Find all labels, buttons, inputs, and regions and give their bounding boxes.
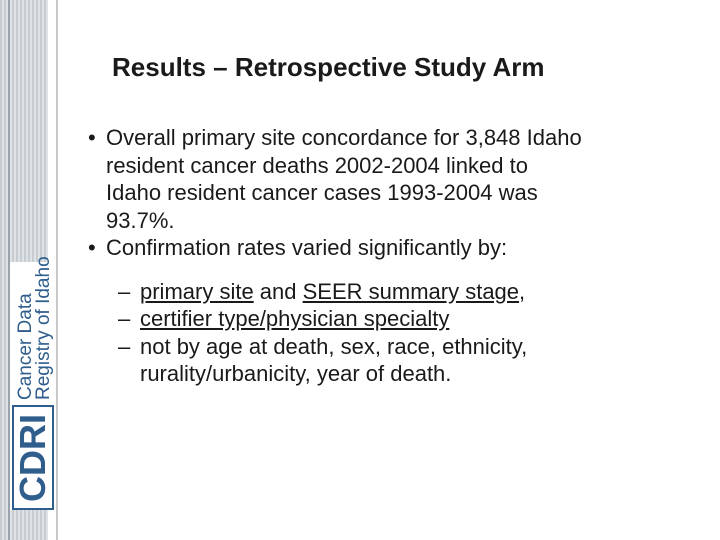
sub-bullet-text: SEER summary stage bbox=[302, 278, 520, 304]
logo-line-registry: Registry of Idaho bbox=[33, 256, 54, 400]
sub-bullet-text: primary site bbox=[140, 278, 254, 304]
bullet-2-line: • Confirmation rates varied significantly by: bbox=[106, 235, 508, 260]
sub-bullet bbox=[118, 305, 716, 333]
logo-acronym: CDRI bbox=[12, 413, 53, 502]
slide-title: Results – Retrospective Study Arm bbox=[112, 52, 545, 82]
bullet-1-line: Idaho resident cancer cases 1993-2004 was bbox=[106, 180, 538, 205]
sub-bullet bbox=[118, 333, 716, 361]
sub-bullet-text: , bbox=[519, 278, 526, 304]
dash-marker: – bbox=[118, 278, 131, 304]
sub-bullet-list bbox=[118, 278, 716, 388]
sub-bullet-continuation bbox=[118, 360, 716, 388]
bullet-2 bbox=[88, 234, 716, 262]
divider bbox=[56, 0, 58, 540]
bullet-1 bbox=[88, 124, 716, 234]
logo-acronym-box bbox=[12, 405, 54, 510]
dash-marker: – bbox=[118, 306, 131, 331]
logo-line-cancer-data: Cancer Data bbox=[15, 293, 36, 400]
sub-bullet-text: not by age at death, sex, race, ethnicity, bbox=[140, 333, 528, 359]
slide-body bbox=[88, 124, 716, 388]
sub-bullet bbox=[118, 278, 716, 306]
sub-bullet-text: certifier type/physician specialty bbox=[140, 306, 450, 331]
sidebar-decoration bbox=[0, 0, 56, 540]
dash-marker: – bbox=[118, 333, 131, 359]
bullet-1-line: 93.7%. bbox=[106, 207, 175, 233]
bullet-1-line: resident cancer deaths 2002-2004 linked to bbox=[106, 152, 528, 178]
sub-bullet-text: rurality/urbanicity, year of death. bbox=[140, 361, 452, 386]
bullet-1-line: • Overall primary site concordance for 3,848 Idaho bbox=[106, 125, 582, 150]
sub-bullet-text: and bbox=[253, 278, 303, 304]
